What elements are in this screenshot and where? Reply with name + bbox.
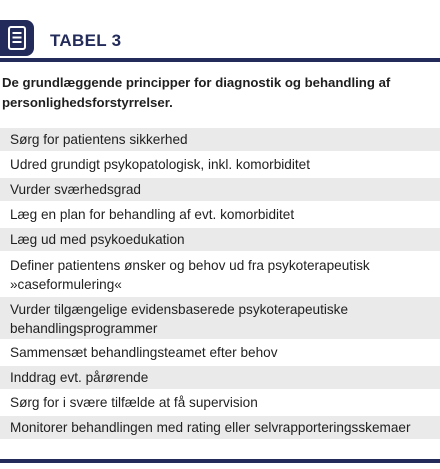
table-row: Sørg for i svære tilfælde at få supervision: [0, 391, 440, 416]
document-list-icon: [0, 20, 34, 56]
table-caption: De grundlæggende principper for diagnostik og behandling af personlighedsforstyrrelser.: [2, 75, 391, 110]
table-row: Læg en plan for behandling af evt. komorbiditet: [0, 203, 440, 228]
table-row: Vurder tilgængelige evidensbaserede psykoterapeutiske behandlingsprogrammer: [0, 297, 440, 341]
table-title: TABEL 3: [50, 31, 122, 50]
table-header: [0, 0, 440, 62]
table-bottom-divider: [0, 459, 440, 463]
table-row: Udred grundigt psykopatologisk, inkl. komorbiditet: [0, 153, 440, 178]
table-row: Sammensæt behandlingsteamet efter behov: [0, 341, 440, 366]
table-row: Monitorer behandlingen med rating eller selvrapporteringsskemaer: [0, 416, 440, 441]
table-row: Definer patientens ønsker og behov ud fra psykoterapeutisk »caseformulering«: [0, 253, 440, 297]
table-row: Vurder sværhedsgrad: [0, 178, 440, 203]
table-row: Sørg for patientens sikkerhed: [0, 128, 440, 153]
principles-table: [0, 128, 440, 441]
table-row: Inddrag evt. pårørende: [0, 366, 440, 391]
header-divider: [0, 58, 440, 62]
table-row: Læg ud med psykoedukation: [0, 228, 440, 253]
